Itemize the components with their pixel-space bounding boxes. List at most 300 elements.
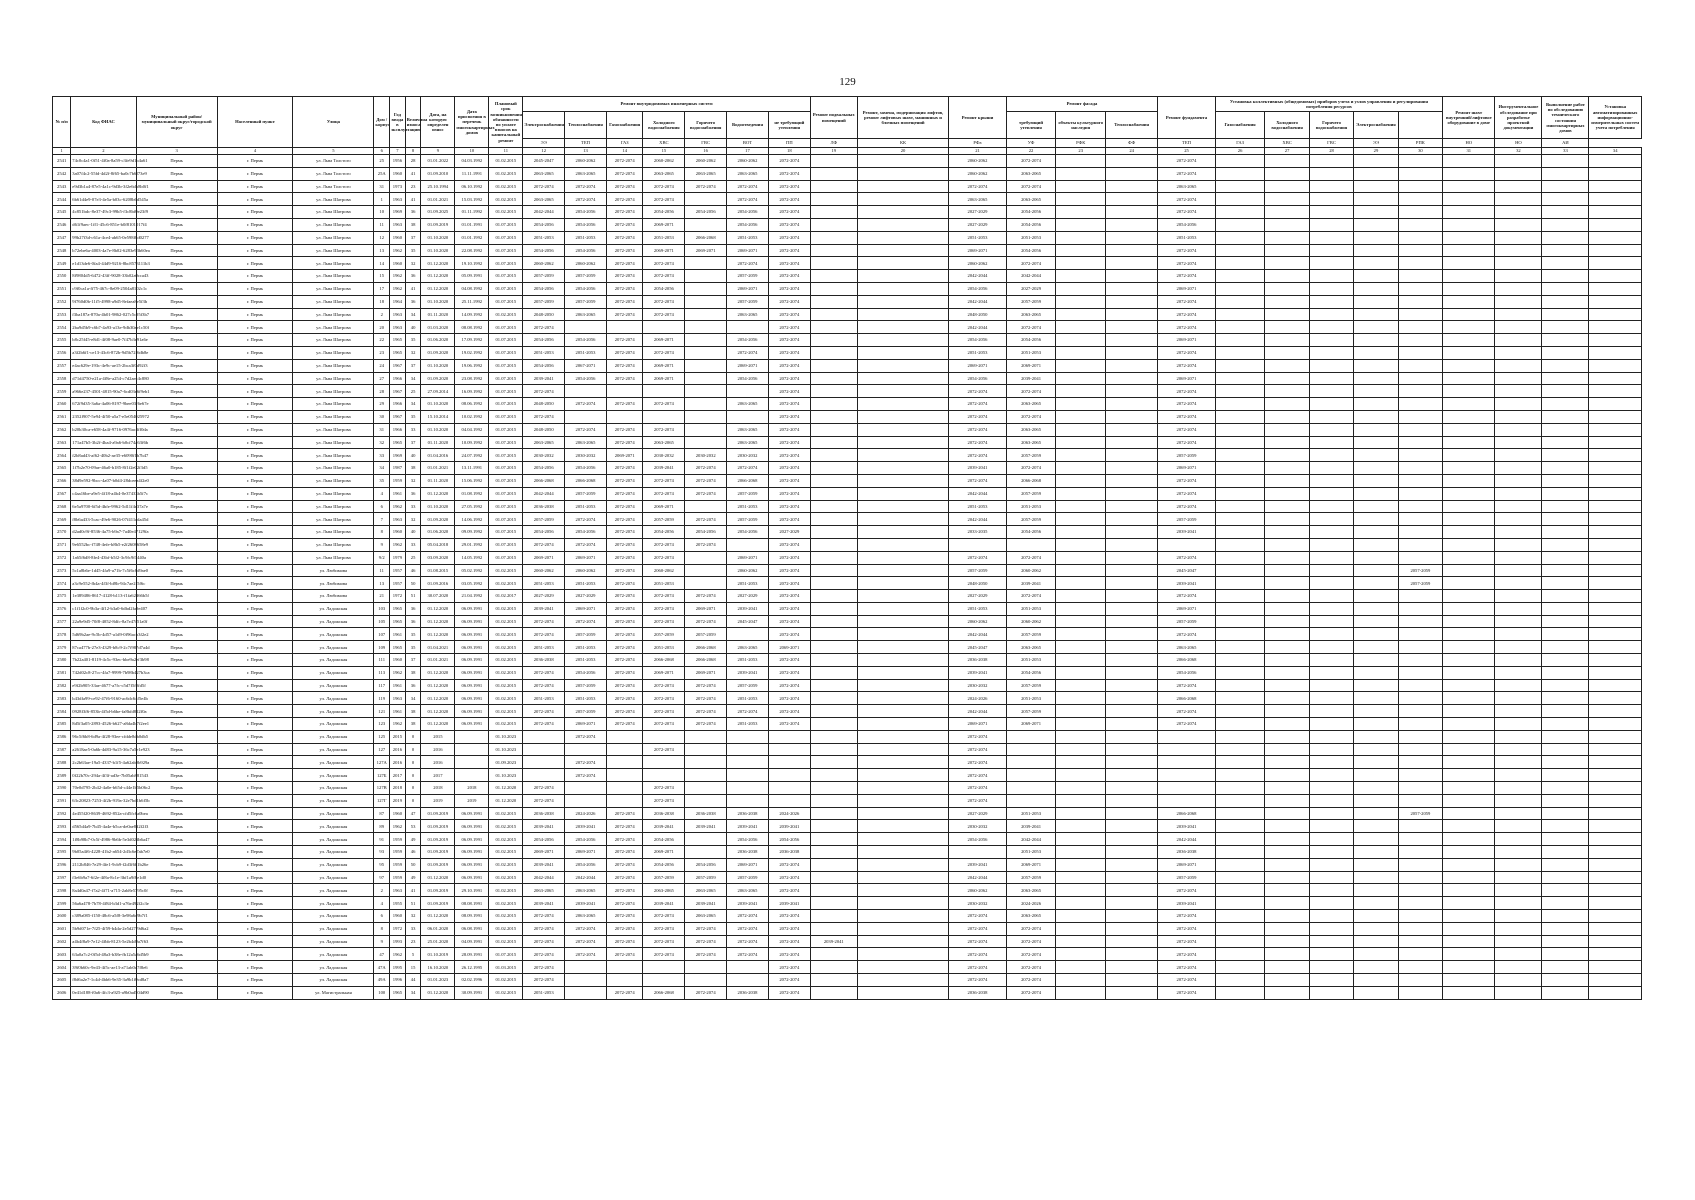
cell-c25: 2072-2074 bbox=[1158, 295, 1215, 308]
cell-n: 2548 bbox=[53, 244, 71, 257]
cell-c23 bbox=[1056, 602, 1106, 615]
cell-c19 bbox=[810, 474, 857, 487]
cell-c14 bbox=[606, 756, 643, 769]
cell-c25: 2072-2074 bbox=[1158, 705, 1215, 718]
cell-fias: 74c0c4a1-0f51-4f0a-8a59-c3fe9d1b4a61 bbox=[71, 155, 136, 168]
cell-c26 bbox=[1215, 794, 1265, 807]
cell-c14: 2072-2074 bbox=[606, 833, 643, 846]
cell-c24 bbox=[1106, 615, 1158, 628]
cell-mun: Пермь bbox=[136, 218, 217, 231]
cell-d1: 01.09.2019 bbox=[421, 897, 455, 910]
cell-c23 bbox=[1056, 282, 1106, 295]
cell-place: г. Пермь bbox=[217, 858, 293, 871]
cell-wear: 34 bbox=[405, 372, 421, 385]
cell-c19 bbox=[810, 487, 857, 500]
cell-d2: 29.01.1992 bbox=[455, 538, 489, 551]
cell-c26 bbox=[1215, 334, 1265, 347]
cell-d1: 01.12.2020 bbox=[421, 692, 455, 705]
cell-c27 bbox=[1265, 602, 1309, 615]
cell-c19 bbox=[810, 884, 857, 897]
cell-wear: 36 bbox=[405, 270, 421, 283]
header-gas: Газоснабжения bbox=[606, 112, 643, 139]
cell-place: г. Пермь bbox=[217, 385, 293, 398]
cell-c19 bbox=[810, 922, 857, 935]
cell-c22: 2072-2074 bbox=[1006, 974, 1056, 987]
table-row bbox=[53, 513, 1642, 526]
header-column-number: 28 bbox=[1309, 148, 1353, 155]
cell-c20 bbox=[857, 282, 948, 295]
table-row bbox=[53, 961, 1642, 974]
cell-c31 bbox=[1443, 679, 1495, 692]
table-row bbox=[53, 270, 1642, 283]
cell-c24 bbox=[1106, 218, 1158, 231]
cell-c32 bbox=[1495, 257, 1542, 270]
cell-d1: 01.09.2016 bbox=[421, 577, 455, 590]
cell-street: ул. Ладожская bbox=[293, 948, 374, 961]
cell-c28 bbox=[1309, 948, 1353, 961]
cell-n: 2601 bbox=[53, 922, 71, 935]
cell-place: г. Пермь bbox=[217, 206, 293, 219]
cell-c13: 2072-2074 bbox=[565, 769, 607, 782]
cell-c16: 2072-2074 bbox=[685, 948, 727, 961]
cell-house: 7 bbox=[374, 513, 390, 526]
cell-automation bbox=[1589, 436, 1642, 449]
cell-c25 bbox=[1158, 743, 1215, 756]
cell-c23 bbox=[1056, 577, 1106, 590]
cell-c21: 2048-2050 bbox=[949, 577, 1006, 590]
cell-d3: 01.07.2015 bbox=[489, 398, 523, 411]
table-row bbox=[53, 615, 1642, 628]
cell-c30 bbox=[1398, 871, 1442, 884]
cell-c13: 2051-2053 bbox=[565, 577, 607, 590]
cell-c31 bbox=[1443, 513, 1495, 526]
cell-fias: 1f7b2e70-09ae-46a0-b185-8f1f2e02f3d5 bbox=[71, 462, 136, 475]
cell-c29 bbox=[1354, 884, 1398, 897]
cell-c21: 2042-2044 bbox=[949, 295, 1006, 308]
cell-c28 bbox=[1309, 858, 1353, 871]
cell-c16 bbox=[685, 743, 727, 756]
cell-d2: 01.01.1991 bbox=[455, 218, 489, 231]
cell-c28 bbox=[1309, 922, 1353, 935]
cell-fias: f3ba187a-870a-4b01-9862-027c5c95f3b7 bbox=[71, 308, 136, 321]
cell-d1: 01.06.2020 bbox=[421, 526, 455, 539]
cell-c26 bbox=[1215, 231, 1265, 244]
cell-c20 bbox=[857, 270, 948, 283]
cell-n: 2598 bbox=[53, 884, 71, 897]
cell-year: 1962 bbox=[390, 500, 406, 513]
cell-d3: 01.02.2015 bbox=[489, 974, 523, 987]
cell-c30 bbox=[1398, 846, 1442, 859]
cell-c12: 2054-2056 bbox=[523, 218, 565, 231]
cell-n: 2595 bbox=[53, 846, 71, 859]
cell-mun: Пермь bbox=[136, 526, 217, 539]
cell-wear: 46 bbox=[405, 564, 421, 577]
cell-c20 bbox=[857, 193, 948, 206]
cell-n: 2590 bbox=[53, 782, 71, 795]
cell-c21: 2036-2038 bbox=[949, 654, 1006, 667]
cell-c16: 2072-2074 bbox=[685, 615, 727, 628]
cell-d3: 01.07.2015 bbox=[489, 423, 523, 436]
cell-street: ул. Ладожская bbox=[293, 743, 374, 756]
cell-fias: 63c20823-7253-4f2b-919a-32e7bd1b6f5b bbox=[71, 794, 136, 807]
cell-c29 bbox=[1354, 590, 1398, 603]
cell-c18: 2072-2074 bbox=[768, 884, 810, 897]
cell-c24 bbox=[1106, 628, 1158, 641]
header-column-number: 22 bbox=[1006, 148, 1056, 155]
cell-wear: 46 bbox=[405, 846, 421, 859]
cell-c31 bbox=[1443, 270, 1495, 283]
cell-c26 bbox=[1215, 385, 1265, 398]
cell-d2: 08.08.1992 bbox=[455, 321, 489, 334]
cell-house: 14 bbox=[374, 257, 390, 270]
cell-automation bbox=[1589, 718, 1642, 731]
cell-c28 bbox=[1309, 666, 1353, 679]
cell-c30 bbox=[1398, 487, 1442, 500]
cell-c32 bbox=[1495, 513, 1542, 526]
cell-c32 bbox=[1495, 743, 1542, 756]
cell-c14: 2072-2074 bbox=[606, 398, 643, 411]
cell-fias: e9f2b905-33ae-4677-a7fc-c5d7f5f0fd5f bbox=[71, 679, 136, 692]
table-row bbox=[53, 974, 1642, 987]
cell-c18 bbox=[768, 743, 810, 756]
cell-c15: 2072-2074 bbox=[643, 615, 685, 628]
cell-c19 bbox=[810, 961, 857, 974]
cell-c20 bbox=[857, 615, 948, 628]
cell-c18: 2072-2074 bbox=[768, 282, 810, 295]
cell-c25: 2072-2074 bbox=[1158, 679, 1215, 692]
cell-c31 bbox=[1443, 730, 1495, 743]
cell-c27 bbox=[1265, 858, 1309, 871]
cell-d1: 01.09.2019 bbox=[421, 218, 455, 231]
cell-c30 bbox=[1398, 602, 1442, 615]
table-row bbox=[53, 308, 1642, 321]
cell-n: 2597 bbox=[53, 871, 71, 884]
cell-d1: 2016 bbox=[421, 756, 455, 769]
cell-c31 bbox=[1443, 782, 1495, 795]
cell-c28 bbox=[1309, 782, 1353, 795]
table-row bbox=[53, 935, 1642, 948]
cell-c31 bbox=[1443, 769, 1495, 782]
cell-house: 49А bbox=[374, 974, 390, 987]
cell-n: 2583 bbox=[53, 692, 71, 705]
cell-c30 bbox=[1398, 974, 1442, 987]
table-row bbox=[53, 487, 1642, 500]
cell-fias: c1f1f2c0-9b3a-4f12-b3a0-6dbd2fa9e407 bbox=[71, 602, 136, 615]
cell-c20 bbox=[857, 948, 948, 961]
cell-c17: 2036-2038 bbox=[727, 846, 769, 859]
cell-c28 bbox=[1309, 564, 1353, 577]
cell-place: г. Пермь bbox=[217, 423, 293, 436]
cell-c17 bbox=[727, 538, 769, 551]
cell-c22: 2072-2074 bbox=[1006, 922, 1056, 935]
cell-c19 bbox=[810, 564, 857, 577]
cell-c13: 2057-2059 bbox=[565, 679, 607, 692]
cell-c29 bbox=[1354, 628, 1398, 641]
cell-c22: 2057-2059 bbox=[1006, 705, 1056, 718]
cell-c16 bbox=[685, 372, 727, 385]
cell-c26 bbox=[1215, 602, 1265, 615]
cell-c14: 2072-2074 bbox=[606, 935, 643, 948]
cell-c15: 2069-2071 bbox=[643, 218, 685, 231]
cell-d2: 01.01.1992 bbox=[455, 231, 489, 244]
cell-automation bbox=[1589, 615, 1642, 628]
cell-c33 bbox=[1542, 730, 1589, 743]
cell-mun: Пермь bbox=[136, 769, 217, 782]
cell-c20 bbox=[857, 487, 948, 500]
cell-c26 bbox=[1215, 718, 1265, 731]
cell-c24 bbox=[1106, 974, 1158, 987]
cell-c19 bbox=[810, 807, 857, 820]
header-automation: Установка автоматизированных информационно-измерительных систем учета потребления bbox=[1589, 97, 1642, 139]
cell-c23 bbox=[1056, 910, 1106, 923]
cell-d2: 06.09.1991 bbox=[455, 871, 489, 884]
cell-c30 bbox=[1398, 935, 1442, 948]
cell-year: 1972 bbox=[390, 590, 406, 603]
cell-d1: 01.09.2025 bbox=[421, 206, 455, 219]
cell-c30 bbox=[1398, 180, 1442, 193]
cell-c21: 2042-2044 bbox=[949, 705, 1006, 718]
cell-c25: 2054-2056 bbox=[1158, 218, 1215, 231]
cell-c26 bbox=[1215, 577, 1265, 590]
cell-place: г. Пермь bbox=[217, 628, 293, 641]
header-column-number: 21 bbox=[949, 148, 1006, 155]
cell-c30 bbox=[1398, 423, 1442, 436]
header-code-cell: УФ bbox=[1006, 139, 1056, 148]
cell-d1: 01.09.2019 bbox=[421, 807, 455, 820]
cell-d3: 01.02.2015 bbox=[489, 846, 523, 859]
cell-c24 bbox=[1106, 961, 1158, 974]
cell-c24 bbox=[1106, 295, 1158, 308]
cell-c15: 2051-2053 bbox=[643, 577, 685, 590]
cell-c29 bbox=[1354, 474, 1398, 487]
cell-c24 bbox=[1106, 910, 1158, 923]
cell-c15: 2069-2071 bbox=[643, 372, 685, 385]
cell-c28 bbox=[1309, 769, 1353, 782]
cell-c20 bbox=[857, 654, 948, 667]
cell-d1: 01.12.2020 bbox=[421, 986, 455, 999]
cell-c23 bbox=[1056, 423, 1106, 436]
cell-house: 9 bbox=[374, 538, 390, 551]
cell-d1: 01.01.2023 bbox=[421, 974, 455, 987]
cell-fias: 70e0d795-2b42-4a0e-b65d-c44e1b5b06c2 bbox=[71, 782, 136, 795]
cell-c28 bbox=[1309, 513, 1353, 526]
cell-c16 bbox=[685, 423, 727, 436]
cell-c16 bbox=[685, 193, 727, 206]
cell-year: 1963 bbox=[390, 513, 406, 526]
cell-c20 bbox=[857, 474, 948, 487]
cell-c20 bbox=[857, 833, 948, 846]
cell-c33 bbox=[1542, 167, 1589, 180]
cell-c24 bbox=[1106, 372, 1158, 385]
cell-c19 bbox=[810, 244, 857, 257]
cell-house: 119 bbox=[374, 692, 390, 705]
header-meter-power: Электроснабжения bbox=[1354, 112, 1398, 139]
cell-c33 bbox=[1542, 641, 1589, 654]
cell-n: 2586 bbox=[53, 730, 71, 743]
cell-c32 bbox=[1495, 385, 1542, 398]
cell-d3: 01.07.2015 bbox=[489, 526, 523, 539]
cell-c19 bbox=[810, 833, 857, 846]
cell-c13: 2054-2056 bbox=[565, 833, 607, 846]
cell-c16: 2072-2074 bbox=[685, 986, 727, 999]
cell-wear: 23 bbox=[405, 935, 421, 948]
cell-c12: 2054-2056 bbox=[523, 244, 565, 257]
cell-c33 bbox=[1542, 410, 1589, 423]
cell-c22: 2057-2059 bbox=[1006, 679, 1056, 692]
cell-c13: 2057-2059 bbox=[565, 295, 607, 308]
cell-c23 bbox=[1056, 986, 1106, 999]
cell-c33 bbox=[1542, 833, 1589, 846]
cell-c16: 2066-2068 bbox=[685, 641, 727, 654]
cell-c32 bbox=[1495, 807, 1542, 820]
cell-c14: 2072-2074 bbox=[606, 206, 643, 219]
cell-c22: 2063-2065 bbox=[1006, 167, 1056, 180]
cell-c27 bbox=[1265, 910, 1309, 923]
cell-c26 bbox=[1215, 551, 1265, 564]
cell-c22: 2027-2029 bbox=[1006, 282, 1056, 295]
register-table-wrapper bbox=[52, 96, 1642, 1000]
cell-c33 bbox=[1542, 807, 1589, 820]
cell-d1: 01.10.2020 bbox=[421, 295, 455, 308]
cell-c29 bbox=[1354, 910, 1398, 923]
cell-place: г. Пермь bbox=[217, 794, 293, 807]
cell-place: г. Пермь bbox=[217, 718, 293, 731]
cell-c15 bbox=[643, 961, 685, 974]
cell-c21: 2072-2074 bbox=[949, 935, 1006, 948]
cell-c16 bbox=[685, 577, 727, 590]
cell-c28 bbox=[1309, 820, 1353, 833]
cell-c33 bbox=[1542, 615, 1589, 628]
header-no: № п/п bbox=[53, 97, 71, 148]
cell-year: 1962 bbox=[390, 538, 406, 551]
cell-c15: 2072-2074 bbox=[643, 718, 685, 731]
cell-c20 bbox=[857, 155, 948, 168]
cell-c15: 2072-2074 bbox=[643, 794, 685, 807]
cell-fias: 1f8b98b7-0c5f-4986-9b6b-5e3d02db6a47 bbox=[71, 833, 136, 846]
cell-c16: 2066-2068 bbox=[685, 654, 727, 667]
cell-c12: 2042-2044 bbox=[523, 871, 565, 884]
header-technical-survey: Выполнение работ по обследованию технического состояния многоквартирных домов bbox=[1542, 97, 1589, 139]
cell-c22: 2054-2056 bbox=[1006, 334, 1056, 347]
cell-c12: 2054-2056 bbox=[523, 833, 565, 846]
cell-c22 bbox=[1006, 756, 1056, 769]
cell-c27 bbox=[1265, 436, 1309, 449]
cell-automation bbox=[1589, 820, 1642, 833]
cell-c26 bbox=[1215, 193, 1265, 206]
cell-wear: 35 bbox=[405, 410, 421, 423]
cell-c20 bbox=[857, 884, 948, 897]
cell-d1: 06.01.2020 bbox=[421, 922, 455, 935]
cell-c12: 2051-2053 bbox=[523, 641, 565, 654]
cell-n: 2591 bbox=[53, 794, 71, 807]
cell-house: 15 bbox=[374, 270, 390, 283]
cell-c18: 2072-2074 bbox=[768, 436, 810, 449]
cell-c22 bbox=[1006, 782, 1056, 795]
cell-place: г. Пермь bbox=[217, 308, 293, 321]
table-row bbox=[53, 193, 1642, 206]
cell-d2: 06.09.1991 bbox=[455, 820, 489, 833]
cell-wear: 0 bbox=[405, 743, 421, 756]
cell-n: 2603 bbox=[53, 948, 71, 961]
cell-place: г. Пермь bbox=[217, 807, 293, 820]
cell-c21: 2051-2053 bbox=[949, 500, 1006, 513]
cell-c19 bbox=[810, 398, 857, 411]
cell-street: ул. Ладожская bbox=[293, 679, 374, 692]
cell-c13: 2072-2074 bbox=[565, 423, 607, 436]
cell-c12 bbox=[523, 769, 565, 782]
cell-d3: 01.07.2015 bbox=[489, 948, 523, 961]
cell-d3: 01.10.2023 bbox=[489, 769, 523, 782]
header-cold-water: Холодного водоснабжения bbox=[643, 112, 685, 139]
cell-c28 bbox=[1309, 743, 1353, 756]
cell-c32 bbox=[1495, 449, 1542, 462]
cell-c12: 2039-2041 bbox=[523, 602, 565, 615]
cell-c14: 2072-2074 bbox=[606, 436, 643, 449]
cell-wear: 37 bbox=[405, 359, 421, 372]
cell-year: 1963 bbox=[390, 692, 406, 705]
cell-c29 bbox=[1354, 654, 1398, 667]
table-row bbox=[53, 666, 1642, 679]
cell-c25: 2072-2074 bbox=[1158, 628, 1215, 641]
cell-wear: 32 bbox=[405, 474, 421, 487]
cell-street: ул. Ладожская bbox=[293, 871, 374, 884]
cell-place: г. Пермь bbox=[217, 833, 293, 846]
header-settlement: Населенный пункт bbox=[217, 97, 293, 148]
cell-c13: 2057-2059 bbox=[565, 628, 607, 641]
cell-c25: 2072-2074 bbox=[1158, 935, 1215, 948]
cell-c33 bbox=[1542, 718, 1589, 731]
cell-c26 bbox=[1215, 654, 1265, 667]
cell-c18 bbox=[768, 769, 810, 782]
cell-wear: 5 bbox=[405, 948, 421, 961]
cell-fias: 2ba9d5b9-c6b7-4a93-a13e-9db30ae1c50f bbox=[71, 321, 136, 334]
cell-c33 bbox=[1542, 462, 1589, 475]
cell-c29 bbox=[1354, 551, 1398, 564]
table-row bbox=[53, 410, 1642, 423]
cell-c17: 2051-2053 bbox=[727, 692, 769, 705]
cell-c27 bbox=[1265, 692, 1309, 705]
cell-c21: 2042-2044 bbox=[949, 871, 1006, 884]
cell-c15: 2072-2074 bbox=[643, 538, 685, 551]
cell-d2: 06.10.1992 bbox=[455, 180, 489, 193]
cell-c31 bbox=[1443, 218, 1495, 231]
cell-street: ул. Ладожская bbox=[293, 692, 374, 705]
cell-c14: 2072-2074 bbox=[606, 346, 643, 359]
cell-year: 1965 bbox=[390, 346, 406, 359]
cell-house: 87 bbox=[374, 807, 390, 820]
cell-c22: 2051-2053 bbox=[1006, 654, 1056, 667]
cell-street: ул. Льва Шатрова bbox=[293, 359, 374, 372]
cell-fias: 6e5a9700-6f5d-4bfe-9962-5d11f4e37a7e bbox=[71, 500, 136, 513]
cell-mun: Пермь bbox=[136, 577, 217, 590]
cell-c28 bbox=[1309, 884, 1353, 897]
cell-c30 bbox=[1398, 718, 1442, 731]
cell-c15: 2063-2065 bbox=[643, 884, 685, 897]
cell-c19 bbox=[810, 590, 857, 603]
cell-d2: 14.06.1992 bbox=[455, 513, 489, 526]
cell-c12: 2072-2074 bbox=[523, 180, 565, 193]
cell-c15: 2051-2053 bbox=[643, 231, 685, 244]
cell-c12: 2072-2074 bbox=[523, 410, 565, 423]
cell-d3: 01.02.2017 bbox=[489, 590, 523, 603]
cell-mun: Пермь bbox=[136, 756, 217, 769]
cell-n: 2556 bbox=[53, 346, 71, 359]
cell-mun: Пермь bbox=[136, 538, 217, 551]
cell-fias: 9e6552bc-f748-4efe-b8b5-e2f2608658e9 bbox=[71, 538, 136, 551]
cell-house: 125 bbox=[374, 730, 390, 743]
cell-c30 bbox=[1398, 615, 1442, 628]
cell-d1: 01.09.2020 bbox=[421, 346, 455, 359]
